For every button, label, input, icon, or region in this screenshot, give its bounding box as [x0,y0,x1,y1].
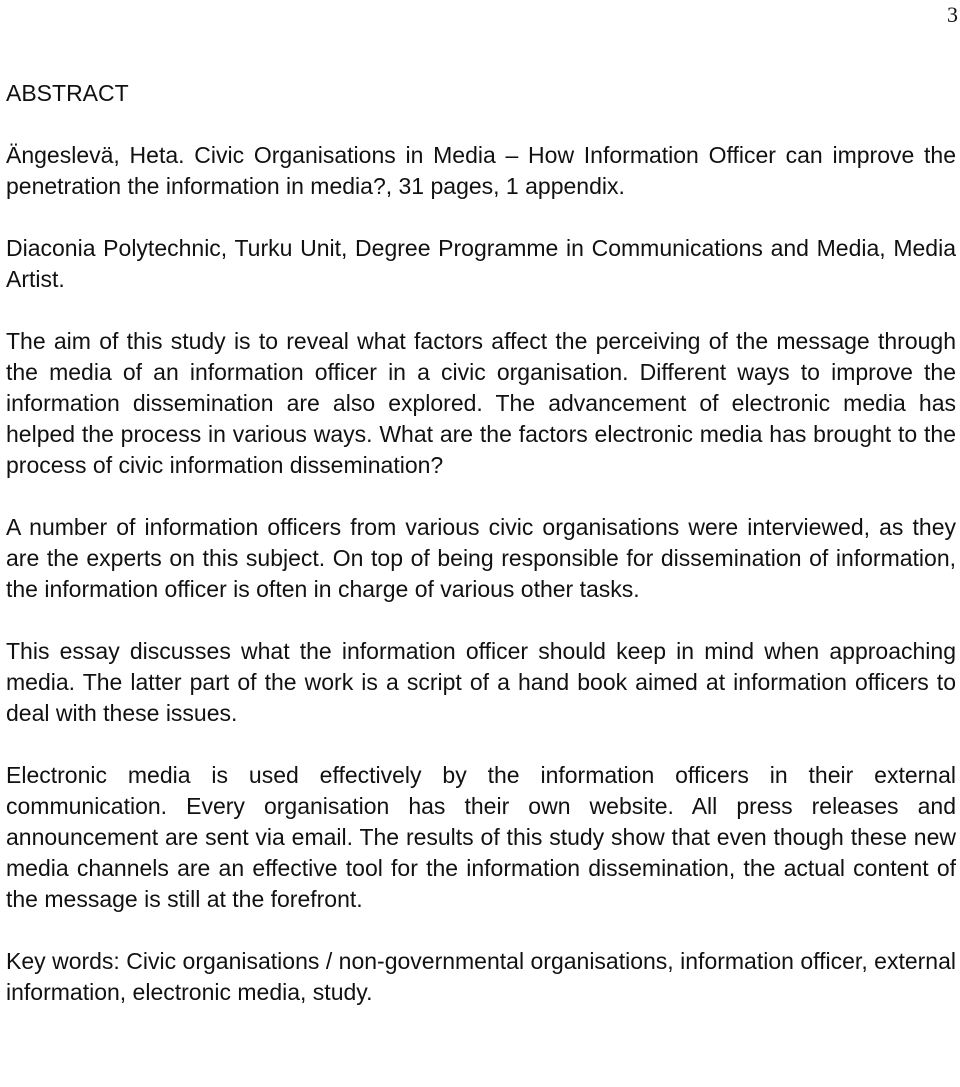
abstract-paragraph-4: Electronic media is used effectively by the information officers in their external communication. Every organisation has their own website. All press releases and announcement are sent via email. The results of this study show that even though these new media channels are an effective tool for the information dissemination, the actual content of the message is still at the forefront. [6,762,956,912]
abstract-content [6,78,956,1008]
abstract-paragraph-1: The aim of this study is to reveal what factors affect the perceiving of the message through the media of an information officer in a civic organisation. Different ways to improve the information dissemination are also explored. The advancement of electronic media has helped the process in various ways. What are the factors electronic media has brought to the process of civic information dissemination? [6,328,956,478]
keywords-paragraph: Key words: Civic organisations / non-governmental organisations, information officer, external information, electronic media, study. [6,948,956,1005]
citation-paragraph: Ängeslevä, Heta. Civic Organisations in Media – How Information Officer can improve the penetration the information in media?, 31 pages, 1 appendix. [6,142,956,199]
abstract-paragraph-2: A number of information officers from various civic organisations were interviewed, as they are the experts on this subject. On top of being responsible for dissemination of information, the information officer is often in charge of various other tasks. [6,514,956,602]
institution-paragraph: Diaconia Polytechnic, Turku Unit, Degree Programme in Communications and Media, Media Artist. [6,235,956,292]
page-number: 3 [947,2,958,27]
abstract-paragraph-3: This essay discusses what the information officer should keep in mind when approaching media. The latter part of the work is a script of a hand book aimed at information officers to deal with these issues. [6,638,956,726]
abstract-heading: ABSTRACT [6,80,129,106]
